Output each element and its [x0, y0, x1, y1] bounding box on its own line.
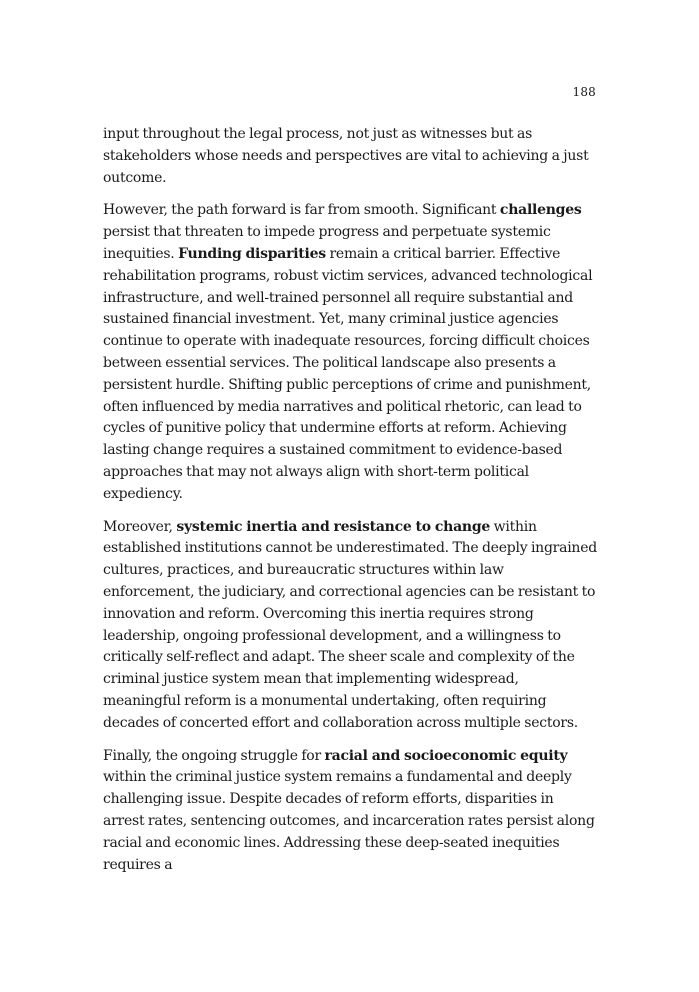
text-segment: Moreover,	[103, 518, 177, 535]
text-segment: However, the path forward is far from smooth. Significant	[103, 202, 500, 219]
bold-term-systemic-inertia: systemic inertia and resistance to change	[176, 518, 491, 535]
bold-term-challenges: challenges	[499, 202, 582, 219]
text-segment: within the criminal justice system remains a fundamental and deeply challenging issue. Despite decades of reform efforts, disparities in arrest rates, sentencing outcomes, and incarceration rates persist along racial and economic lines. Addressing these deep-seated inequities requires a	[103, 769, 595, 873]
text-segment: remain a critical barrier. Effective rehabilitation programs, robust victim services, advanced technological infrastructure, and well-trained personnel all require substantial and sustained financial investment. Yet, many criminal justice agencies continue to operate with inadequate resources, forcing difficult choices between essential services. The political landscape also presents a persistent hurdle. Shifting public perceptions of crime and punishment, often influenced by media narratives and political rhetoric, can lead to cycles of punitive policy that undermine efforts at reform. Achieving lasting change requires a sustained commitment to evidence-based approaches that may not always align with short-term political expediency.	[103, 245, 593, 502]
paragraph-4	[103, 746, 597, 877]
bold-term-funding-disparities: Funding disparities	[178, 245, 326, 262]
body-text	[103, 124, 597, 887]
text-segment: persist that threaten to impede progress and perpetuate systemic inequities.	[103, 224, 551, 262]
text-segment: within established institutions cannot be underestimated. The deeply ingrained cultures, practices, and bureaucratic structures within law enforcement, the judiciary, and correctional agencies can be resistant to innovation and reform. Overcoming this inertia requires strong leadership, ongoing professional development, and a willingness to critically self-reflect and adapt. The sheer scale and complexity of the criminal justice system mean that implementing widespread, meaningful reform is a monumental undertaking, often requiring decades of concerted effort and collaboration across multiple sectors.	[103, 518, 597, 731]
page-number: 188	[572, 85, 596, 99]
paragraph-2	[103, 200, 597, 505]
text-segment: input throughout the legal process, not just as witnesses but as stakeholders whose needs and perspectives are vital to achieving a just outcome.	[103, 126, 589, 186]
text-segment: Finally, the ongoing struggle for	[103, 747, 325, 764]
paragraph-1	[103, 124, 597, 189]
bold-term-racial-equity: racial and socioeconomic equity	[324, 747, 568, 764]
paragraph-3	[103, 517, 597, 735]
